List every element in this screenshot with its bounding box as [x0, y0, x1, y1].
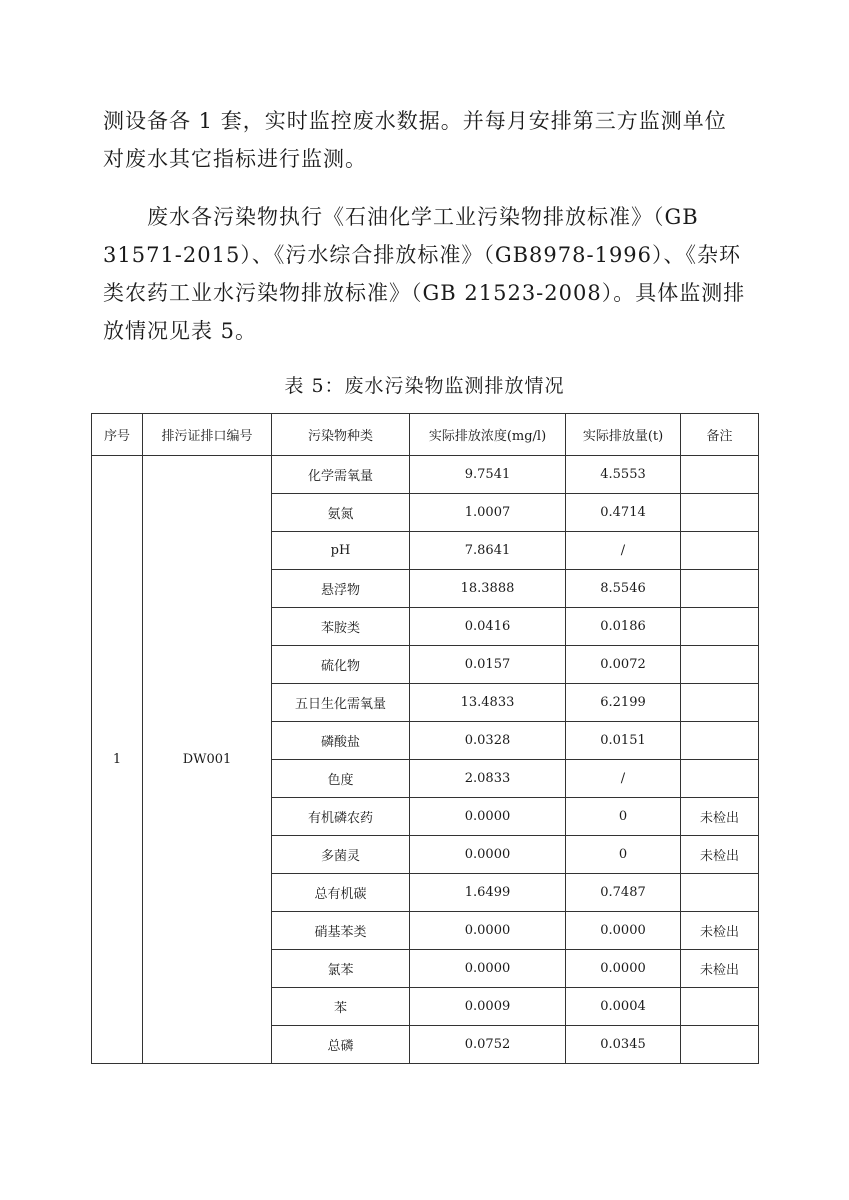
cell-remark: [681, 532, 759, 570]
cell-remark: 未检出: [681, 950, 759, 988]
cell-concentration: 0.0328: [410, 722, 566, 760]
cell-outlet-id: DW001: [143, 456, 272, 1064]
cell-remark: 未检出: [681, 798, 759, 836]
cell-remark: [681, 646, 759, 684]
cell-amount: 0.4714: [566, 494, 681, 532]
cell-concentration: 1.0007: [410, 494, 566, 532]
cell-remark: [681, 570, 759, 608]
paragraph-line: 类农药工业水污染物排放标准》（GB 21523-2008）。具体监测排: [103, 281, 746, 305]
cell-amount: 0.0186: [566, 608, 681, 646]
cell-amount: 0: [566, 798, 681, 836]
cell-amount: 0.0072: [566, 646, 681, 684]
cell-pollutant: 氨氮: [272, 494, 410, 532]
cell-amount: 0.0151: [566, 722, 681, 760]
cell-concentration: 7.8641: [410, 532, 566, 570]
cell-remark: [681, 494, 759, 532]
cell-concentration: 0.0009: [410, 988, 566, 1026]
cell-pollutant: 苯: [272, 988, 410, 1026]
wastewater-pollutant-table: [91, 413, 759, 1064]
cell-pollutant: 色度: [272, 760, 410, 798]
paragraph-line: 31571-2015）、《污水综合排放标准》（GB8978-1996）、《杂环: [103, 243, 742, 267]
cell-remark: [681, 1026, 759, 1064]
cell-pollutant: 总有机碳: [272, 874, 410, 912]
cell-pollutant: 悬浮物: [272, 570, 410, 608]
header-concentration: 实际排放浓度(mg/l): [410, 414, 566, 456]
cell-concentration: 2.0833: [410, 760, 566, 798]
cell-remark: [681, 608, 759, 646]
cell-concentration: 13.4833: [410, 684, 566, 722]
paragraph-line: 放情况见表 5。: [103, 319, 258, 343]
cell-remark: [681, 760, 759, 798]
header-outlet-id: 排污证排口编号: [143, 414, 272, 456]
cell-amount: 6.2199: [566, 684, 681, 722]
paragraph-line: 对废水其它指标进行监测。: [103, 147, 367, 171]
cell-concentration: 0.0157: [410, 646, 566, 684]
cell-amount: 0.0345: [566, 1026, 681, 1064]
header-remark: 备注: [681, 414, 759, 456]
cell-pollutant: 化学需氧量: [272, 456, 410, 494]
cell-concentration: 18.3888: [410, 570, 566, 608]
header-pollutant: 污染物种类: [272, 414, 410, 456]
cell-remark: [681, 722, 759, 760]
cell-concentration: 9.7541: [410, 456, 566, 494]
cell-pollutant: 磷酸盐: [272, 722, 410, 760]
cell-pollutant: 有机磷农药: [272, 798, 410, 836]
cell-amount: /: [566, 760, 681, 798]
cell-amount: 0: [566, 836, 681, 874]
cell-amount: 4.5553: [566, 456, 681, 494]
cell-concentration: 0.0416: [410, 608, 566, 646]
cell-remark: [681, 874, 759, 912]
paragraph-line: 测设备各 1 套，实时监控废水数据。并每月安排第三方监测单位: [103, 109, 727, 133]
cell-pollutant: 多菌灵: [272, 836, 410, 874]
cell-concentration: 0.0752: [410, 1026, 566, 1064]
header-serial: 序号: [92, 414, 143, 456]
cell-remark: [681, 456, 759, 494]
cell-amount: 0.7487: [566, 874, 681, 912]
cell-pollutant: 总磷: [272, 1026, 410, 1064]
cell-amount: 0.0004: [566, 988, 681, 1026]
cell-concentration: 0.0000: [410, 950, 566, 988]
paragraph-line: 废水各污染物执行《石油化学工业污染物排放标准》（GB: [147, 205, 699, 229]
cell-pollutant: 苯胺类: [272, 608, 410, 646]
table-header-row: [92, 414, 759, 456]
cell-concentration: 0.0000: [410, 798, 566, 836]
cell-pollutant: 硫化物: [272, 646, 410, 684]
cell-pollutant: 五日生化需氧量: [272, 684, 410, 722]
cell-concentration: 0.0000: [410, 836, 566, 874]
cell-remark: 未检出: [681, 836, 759, 874]
cell-pollutant: 硝基苯类: [272, 912, 410, 950]
cell-remark: [681, 684, 759, 722]
table-body: [92, 456, 759, 1064]
cell-amount: 8.5546: [566, 570, 681, 608]
paragraph-monitoring-equipment: [103, 102, 753, 178]
cell-amount: 0.0000: [566, 950, 681, 988]
cell-amount: /: [566, 532, 681, 570]
cell-remark: [681, 988, 759, 1026]
cell-concentration: 0.0000: [410, 912, 566, 950]
header-amount: 实际排放量(t): [566, 414, 681, 456]
cell-concentration: 1.6499: [410, 874, 566, 912]
table-caption: 表 5：废水污染物监测排放情况: [284, 375, 565, 397]
paragraph-discharge-standards: [103, 198, 753, 350]
table-row: [92, 456, 759, 494]
cell-pollutant: pH: [272, 532, 410, 570]
cell-amount: 0.0000: [566, 912, 681, 950]
cell-serial: 1: [92, 456, 143, 1064]
cell-pollutant: 氯苯: [272, 950, 410, 988]
cell-remark: 未检出: [681, 912, 759, 950]
